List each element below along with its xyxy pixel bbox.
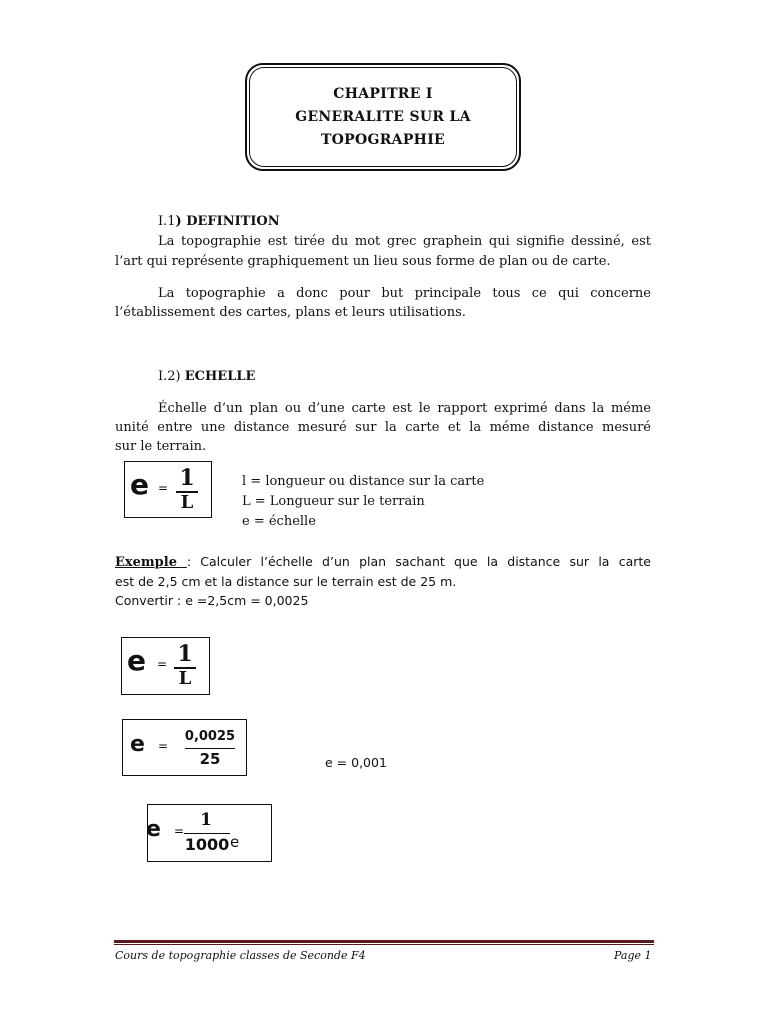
footer-rule-thin xyxy=(114,944,654,945)
echelle-heading-text: ECHELLE xyxy=(184,369,256,384)
formula1-e: e xyxy=(130,468,149,501)
formula1-denominator: L xyxy=(180,492,194,513)
definition-heading-number: I.1 xyxy=(158,214,176,229)
exemple-line1 xyxy=(115,552,651,573)
exemple-line1-rest: : Calculer l’échelle d’un plan sachant que la distance sur la carte xyxy=(186,554,651,569)
formula4-denominator: 1000 xyxy=(184,835,230,854)
chapter-title-line2: GENERALITE SUR LA xyxy=(295,108,471,125)
formula4-fraction-bar xyxy=(184,833,230,834)
formula3-fraction-bar xyxy=(185,748,235,749)
formula-box-2 xyxy=(121,637,210,695)
formula-box-4 xyxy=(147,804,272,862)
legend-line3: e = échelle xyxy=(242,514,316,529)
formula3-numerator: 0,0025 xyxy=(184,729,236,744)
formula4-suffix: e xyxy=(230,833,240,851)
echelle-line2: unité entre une distance mesuré sur la carte et la méme distance mesuré xyxy=(115,420,651,435)
legend-line1: l = longueur ou distance sur la carte xyxy=(242,474,485,489)
definition-heading xyxy=(158,212,280,232)
result-text: e = 0,001 xyxy=(325,755,387,770)
definition-heading-text: ) DEFINITION xyxy=(175,214,280,229)
exemple-line2: est de 2,5 cm et la distance sur le terrain est de 25 m. xyxy=(115,574,457,589)
exemple-label: Exemple xyxy=(115,555,187,570)
formula2-equals: = xyxy=(157,657,168,671)
definition-p1-line1: La topographie est tirée du mot grec graphein qui signifie dessiné, est xyxy=(158,234,651,249)
definition-p1-line2: l’art qui représente graphiquement un lieu sous forme de plan ou de carte. xyxy=(115,254,611,269)
definition-p2-line1: La topographie a donc pour but principale tous ce qui concerne xyxy=(158,286,651,301)
chapter-title-line1: CHAPITRE I xyxy=(333,85,433,102)
formula-box-3 xyxy=(122,719,247,776)
formula-box-1 xyxy=(124,461,212,518)
formula3-equals: = xyxy=(158,739,169,753)
chapter-title xyxy=(249,67,517,167)
formula4-equals: = xyxy=(174,824,185,838)
formula3-denominator: 25 xyxy=(199,750,221,768)
formula2-e: e xyxy=(127,644,146,677)
formula4-numerator: 1 xyxy=(200,810,212,830)
echelle-heading xyxy=(158,367,255,387)
echelle-line3: sur le terrain. xyxy=(115,439,207,454)
formula2-numerator: 1 xyxy=(177,641,193,667)
footer-rule xyxy=(114,940,654,943)
legend-line2: L = Longueur sur le terrain xyxy=(242,494,425,509)
formula1-equals: = xyxy=(158,481,169,495)
echelle-heading-number: I.2) xyxy=(158,369,185,384)
formula4-e: e xyxy=(146,817,161,842)
echelle-line1: Échelle d’un plan ou d’une carte est le rapport exprimé dans la méme xyxy=(158,401,651,416)
footer-page-number: Page 1 xyxy=(614,949,652,962)
formula1-numerator: 1 xyxy=(179,465,195,491)
formula2-denominator: L xyxy=(178,668,192,689)
formula3-e: e xyxy=(130,732,145,757)
footer-course-title: Cours de topographie classes de Seconde F4 xyxy=(115,949,366,962)
chapter-title-line3: TOPOGRAPHIE xyxy=(320,131,446,148)
definition-p2-line2: l’établissement des cartes, plans et leurs utilisations. xyxy=(115,305,466,320)
exemple-line3: Convertir : e =2,5cm = 0,0025 xyxy=(115,593,309,608)
